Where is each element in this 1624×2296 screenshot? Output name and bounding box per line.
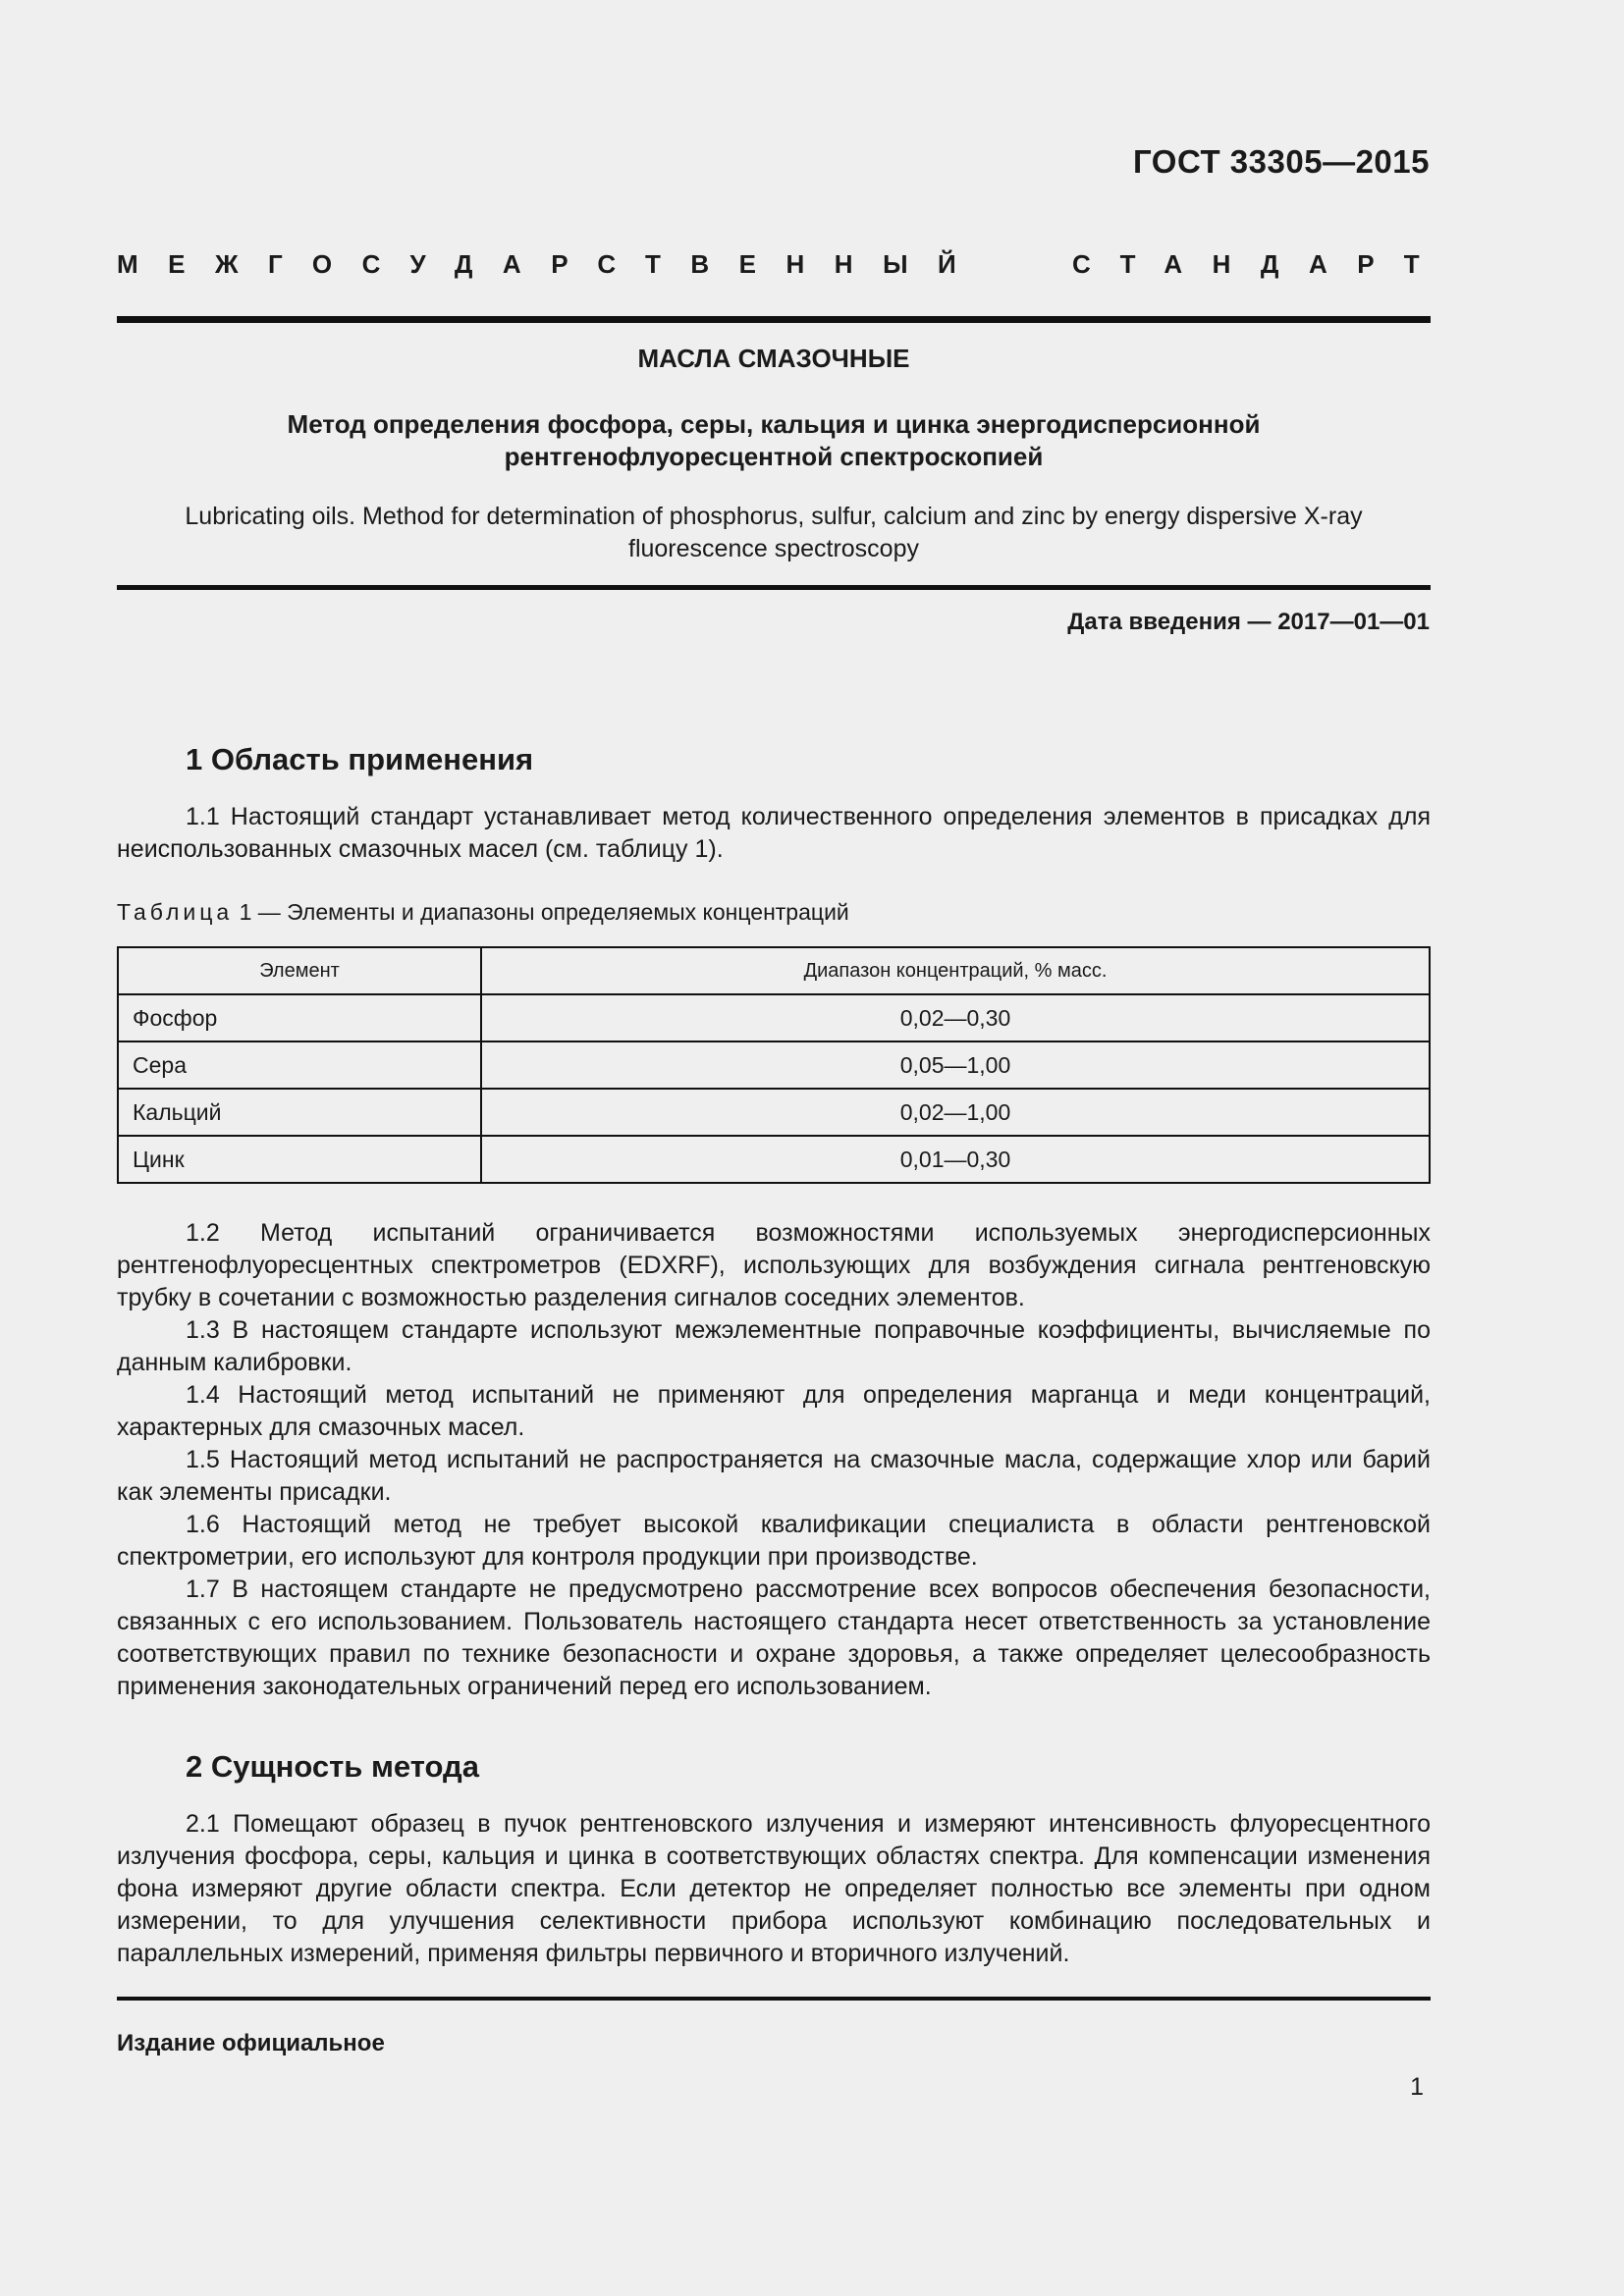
title-subtitle	[117, 408, 1431, 473]
official-edition-label: Издание официальное	[117, 2030, 385, 2056]
table-caption	[117, 899, 849, 926]
table-row	[118, 994, 1430, 1041]
cell-element: Фосфор	[118, 994, 481, 1041]
standard-type-word-2: СТАНДАРТ	[1072, 249, 1450, 279]
title-rule	[117, 585, 1431, 590]
table-row	[118, 1136, 1430, 1183]
cell-element: Кальций	[118, 1089, 481, 1136]
table-row	[118, 1089, 1430, 1136]
paragraph-1-1: 1.1 Настоящий стандарт устанавливает метод количественного определения элементов в присадках для неиспользованных смазочных масел (см. таблицу 1).	[117, 803, 1431, 863]
cell-element: Сера	[118, 1041, 481, 1089]
section-2-heading: 2 Сущность метода	[186, 1749, 479, 1784]
title-subtitle-line1: Метод определения фосфора, серы, кальция и цинка энергодисперсионной	[287, 409, 1261, 439]
title-subtitle-line2: рентгенофлуоресцентной спектроскопией	[504, 442, 1044, 471]
table-caption-label: Таблица	[117, 899, 234, 925]
document-code: ГОСТ 33305—2015	[1133, 143, 1430, 180]
concentration-table	[117, 946, 1431, 1184]
cell-range: 0,02—1,00	[481, 1089, 1430, 1136]
paragraph-1-6: 1.6 Настоящий метод не требует высокой квалификации специалиста в области рентгеновской спектрометрии, его используют для контроля продукции при производстве.	[117, 1511, 1431, 1571]
column-header-range: Диапазон концентраций, % масс.	[481, 947, 1430, 994]
cell-range: 0,02—0,30	[481, 994, 1430, 1041]
section-2-paragraphs	[117, 1808, 1431, 1970]
paragraph-1-3: 1.3 В настоящем стандарте используют межэлементные поправочные коэффициенты, вычисляемые по данным калибровки.	[117, 1316, 1431, 1376]
section-1-paragraphs	[117, 1217, 1431, 1703]
title-english	[117, 501, 1431, 565]
column-header-element: Элемент	[118, 947, 481, 994]
page-number: 1	[1410, 2073, 1424, 2101]
standard-type-word-1: МЕЖГОСУДАРСТВЕННЫЙ	[117, 249, 987, 279]
paragraph-1-2: 1.2 Метод испытаний ограничивается возможностями используемых энергодисперсионных рентгенофлуоресцентных спектрометров (EDXRF), использующих для возбуждения сигнала рентгеновскую трубку в сочетании с возможностью разделения сигналов соседних элементов.	[117, 1219, 1431, 1311]
top-rule	[117, 316, 1431, 323]
paragraph-2-1: 2.1 Помещают образец в пучок рентгеновского излучения и измеряют интенсивность флуоресцентного излучения фосфора, серы, кальция и цинка в соответствующих областях спектра. Для компенсации изменения фона измеряют другие области спектра. Если детектор не определяет полностью все элементы при одном измерении, то для улучшения селективности прибора используют комбинацию последовательных и параллельных измерений, применяя фильтры первичного и вторичного излучений.	[117, 1810, 1431, 1967]
paragraph-1-7: 1.7 В настоящем стандарте не предусмотрено рассмотрение всех вопросов обеспечения безопасности, связанных с его использованием. Пользователь настоящего стандарта несет ответственность за установление соответствующих правил по технике безопасности и охране здоровья, а также определяет целесообразность применения законодательных ограничений перед его использованием.	[117, 1575, 1431, 1700]
cell-element: Цинк	[118, 1136, 481, 1183]
table-row	[118, 1041, 1430, 1089]
cell-range: 0,01—0,30	[481, 1136, 1430, 1183]
table-caption-text: 1 — Элементы и диапазоны определяемых концентраций	[239, 899, 849, 925]
cell-range: 0,05—1,00	[481, 1041, 1430, 1089]
section-1-paragraph-1	[117, 801, 1431, 866]
title-english-line2: fluorescence spectroscopy	[628, 535, 919, 562]
section-1-heading: 1 Область применения	[186, 742, 534, 776]
title-english-line1: Lubricating oils. Method for determination of phosphorus, sulfur, calcium and zinc by energy dispersive X-ray	[185, 503, 1363, 530]
title-main: МАСЛА СМАЗОЧНЫЕ	[637, 344, 910, 373]
paragraph-1-5: 1.5 Настоящий метод испытаний не распространяется на смазочные масла, содержащие хлор или барий как элементы присадки.	[117, 1446, 1431, 1506]
table-header-row	[118, 947, 1430, 994]
footer-rule	[117, 1997, 1431, 2001]
paragraph-1-4: 1.4 Настоящий метод испытаний не применяют для определения марганца и меди концентраций, характерных для смазочных масел.	[117, 1381, 1431, 1441]
introduction-date: Дата введения — 2017—01—01	[1067, 609, 1430, 635]
